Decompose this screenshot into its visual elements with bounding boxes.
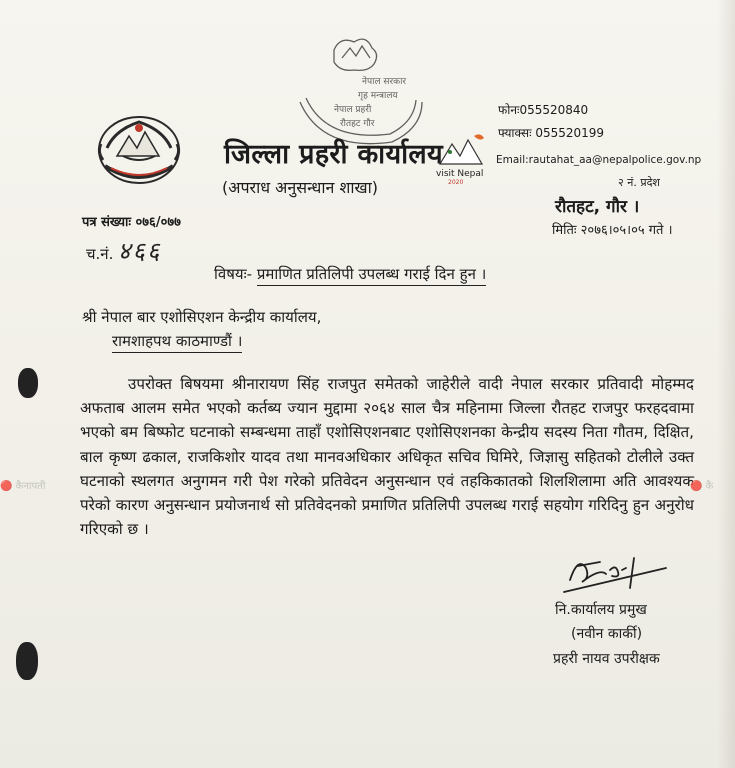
signature-icon [560, 548, 670, 600]
stamp-line-2: गृह मन्त्रालय [358, 91, 398, 101]
office-title: जिल्ला प्रहरी कार्यालय [224, 139, 443, 170]
subject-line [214, 264, 486, 284]
subject-label: विषयः- [214, 265, 253, 283]
visit-logo-text: visit Nepal [436, 169, 484, 179]
letter-body [80, 372, 694, 541]
letter-date: मितिः २०७६।०५।०५ गते । [552, 223, 673, 238]
recipient-address: रामशाहपथ काठमाण्डौं । [112, 332, 242, 353]
dispatch-number-value: ४६६ [118, 237, 162, 265]
recipient-line-2 [112, 331, 242, 351]
province: २ नं. प्रदेश [618, 176, 660, 189]
signatory-name: (नवीन कार्की) [571, 626, 643, 642]
watermark-right: 🔴 कै [690, 481, 714, 492]
nepal-emblem-icon [95, 108, 183, 186]
stamp-line-1: नेपाल सरकार [362, 77, 407, 87]
recipient-line-1: श्री नेपाल बार एशोसिएशन केन्द्रीय कार्यालय, [82, 308, 322, 326]
dispatch-number-label: च.नं. [86, 245, 114, 263]
subject-text: प्रमाणित प्रतिलिपी उपलब्ध गराई दिन हुन । [257, 265, 487, 286]
svg-text:2020: 2020 [448, 179, 464, 185]
phone-number: फोनः055520840 [498, 103, 589, 117]
stamp-line-4: रौतहट गौर [340, 119, 375, 129]
fax-number: फ्याक्सः 055520199 [498, 126, 605, 140]
signatory-rank: प्रहरी नायव उपरीक्षक [553, 651, 660, 667]
punch-hole [18, 368, 38, 398]
reference-number: पत्र संख्याः ०७६/०७७ [82, 215, 181, 230]
stamp-line-3: नेपाल प्रहरी [334, 105, 372, 115]
watermark-left: 🔴 कैनापती [0, 481, 46, 492]
signatory-title: नि.कार्यालय प्रमुख [555, 602, 647, 618]
body-paragraph: उपरोक्त बिषयमा श्रीनारायण सिंह राजपुत समेतको जाहेरीले वादी नेपाल सरकार प्रतिवादी मोहम्मद अफताब आलम समेत भएको कर्तब्य ज्यान मुद्दामा २०६४ साल चैत्र महिनामा जिल्ला रौतहट राजपुर फरहदवामा भएको बम बिष्फोट घटनाको सम्बन्धमा ताहाँ एशोसिएशनबाट एशोसिएशनका केन्द्रीय सदस्य निता गौतम, दिक्षित, बाल कृष्ण ढकाल, राजकिशोर यादव तथा मानवअधिकार अधिकृत सचिव घिमिरे, जिज्ञासु सहितको टोलीले उक्त घटनाको स्थलगत अनुगमन गरी पेश गरेको प्रतिवेदन अनुसन्धान एवं तहकिकातको शिलशिलामा अति आवश्यक परेको कारण अनुसन्धान प्रयोजनार्थ सो प्रतिवेदनको प्रमाणित प्रतिलिपी उपलब्ध गराई सहयोग गरिदिनु हुन अनुरोध गरिएको छ । [80, 375, 694, 539]
page-edge-shadow [717, 0, 735, 768]
office-subtitle: (अपराध अनुसन्धान शाखा) [222, 178, 378, 197]
place: रौतहट, गौर । [555, 197, 640, 217]
punch-hole [16, 642, 38, 680]
email-address: Email:rautahat_aa@nepalpolice.gov.np [496, 154, 702, 166]
